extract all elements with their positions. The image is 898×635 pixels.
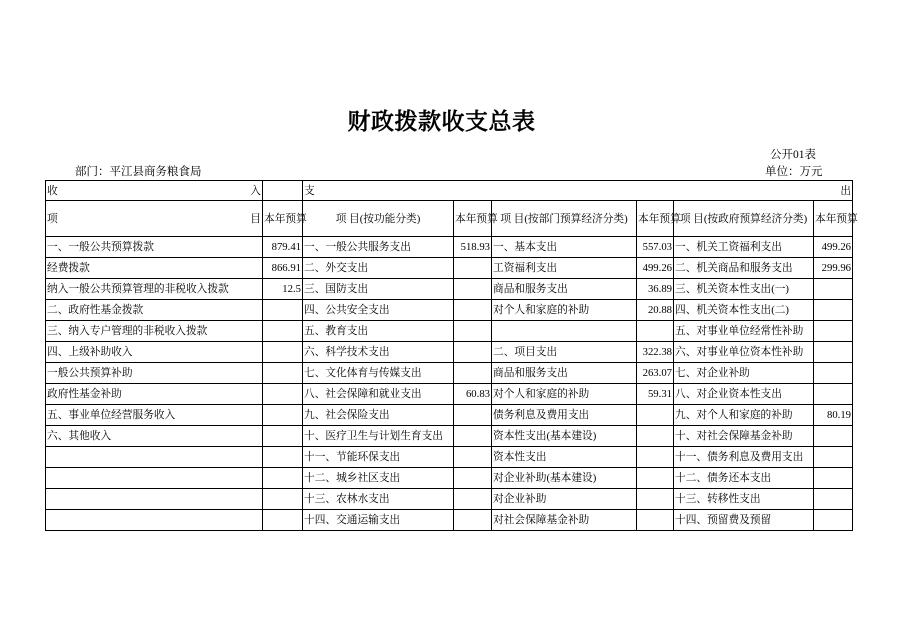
gov-econ-item: 十三、转移性支出: [674, 489, 814, 510]
table-row: [46, 405, 853, 426]
function-item: 一、一般公共服务支出: [303, 237, 454, 258]
income-item: 六、其他收入: [46, 426, 263, 447]
gov-econ-amount: [814, 321, 853, 342]
income-item: [46, 447, 263, 468]
income-amount: 879.41: [263, 237, 303, 258]
function-amount: [454, 426, 492, 447]
dept-econ-item-header: 项 目(按部门预算经济分类): [492, 201, 637, 237]
dept-econ-amount: [637, 405, 674, 426]
function-amount: [454, 321, 492, 342]
income-amount-header: 本年预算: [263, 201, 303, 237]
income-item: 二、政府性基金拨款: [46, 300, 263, 321]
income-item: 一般公共预算补助: [46, 363, 263, 384]
gov-econ-item-header: 项 目(按政府预算经济分类): [674, 201, 814, 237]
table-row: [46, 300, 853, 321]
function-item: 六、科学技术支出: [303, 342, 454, 363]
dept-econ-amount: 36.89: [637, 279, 674, 300]
gov-econ-item: 三、机关资本性支出(一): [674, 279, 814, 300]
function-item: 七、文化体育与传媒支出: [303, 363, 454, 384]
function-item: 三、国防支出: [303, 279, 454, 300]
dept-econ-item: 二、项目支出: [492, 342, 637, 363]
income-item: [46, 510, 263, 531]
gov-econ-amount: [814, 426, 853, 447]
gov-econ-amount-header: 本年预算: [814, 201, 853, 237]
dept-econ-amount: [637, 510, 674, 531]
income-section-header: 收入: [46, 181, 263, 201]
gov-econ-item: 十、对社会保障基金补助: [674, 426, 814, 447]
income-item: 四、上级补助收入: [46, 342, 263, 363]
dept-econ-amount: 499.26: [637, 258, 674, 279]
dept-econ-amount: [637, 321, 674, 342]
income-amount: [263, 300, 303, 321]
income-amount: [263, 384, 303, 405]
dept-econ-item: 对企业补助(基本建设): [492, 468, 637, 489]
income-item: 一、一般公共预算拨款: [46, 237, 263, 258]
form-number: 公开01表: [770, 149, 816, 161]
gov-econ-item: 六、对事业单位资本性补助: [674, 342, 814, 363]
dept-econ-amount: [637, 426, 674, 447]
header-row-sections: [46, 181, 853, 201]
function-item: 十四、交通运输支出: [303, 510, 454, 531]
income-item: [46, 468, 263, 489]
dept-econ-amount: [637, 447, 674, 468]
function-amount: [454, 279, 492, 300]
gov-econ-amount: [814, 447, 853, 468]
dept-econ-amount: [637, 468, 674, 489]
gov-econ-item: 八、对企业资本性支出: [674, 384, 814, 405]
function-item: 十二、城乡社区支出: [303, 468, 454, 489]
dept-econ-amount: 322.38: [637, 342, 674, 363]
header-empty-cell: [263, 181, 303, 201]
table-row: [46, 426, 853, 447]
gov-econ-amount: [814, 342, 853, 363]
table-row: [46, 384, 853, 405]
gov-econ-item: 四、机关资本性支出(二): [674, 300, 814, 321]
function-item: 五、教育支出: [303, 321, 454, 342]
function-amount: [454, 510, 492, 531]
table-row: [46, 258, 853, 279]
dept-econ-item: 对个人和家庭的补助: [492, 300, 637, 321]
function-item: 四、公共安全支出: [303, 300, 454, 321]
gov-econ-amount: [814, 468, 853, 489]
gov-econ-amount: [814, 489, 853, 510]
dept-econ-item: 商品和服务支出: [492, 363, 637, 384]
table-row: [46, 363, 853, 384]
function-amount-header: 本年预算: [454, 201, 492, 237]
dept-econ-item: 一、基本支出: [492, 237, 637, 258]
dept-econ-amount-header: 本年预算: [637, 201, 674, 237]
function-amount: [454, 258, 492, 279]
gov-econ-amount: [814, 279, 853, 300]
gov-econ-item: 九、对个人和家庭的补助: [674, 405, 814, 426]
dept-econ-amount: 557.03: [637, 237, 674, 258]
function-amount: 518.93: [454, 237, 492, 258]
income-amount: [263, 510, 303, 531]
dept-econ-amount: 59.31: [637, 384, 674, 405]
income-amount: [263, 468, 303, 489]
function-item-header: 项 目(按功能分类): [303, 201, 454, 237]
function-amount: [454, 300, 492, 321]
dept-econ-item: 对企业补助: [492, 489, 637, 510]
function-item: 十三、农林水支出: [303, 489, 454, 510]
table-row: [46, 510, 853, 531]
function-item: 九、社会保险支出: [303, 405, 454, 426]
function-amount: [454, 468, 492, 489]
unit-label: 单位：万元: [765, 166, 823, 178]
income-amount: [263, 363, 303, 384]
income-amount: [263, 342, 303, 363]
function-amount: [454, 342, 492, 363]
gov-econ-amount: [814, 384, 853, 405]
function-item: 二、外交支出: [303, 258, 454, 279]
income-amount: 12.5: [263, 279, 303, 300]
function-item: 十、医疗卫生与计划生育支出: [303, 426, 454, 447]
income-amount: [263, 489, 303, 510]
dept-econ-item: 工资福利支出: [492, 258, 637, 279]
function-item: 八、社会保障和就业支出: [303, 384, 454, 405]
expense-section-header: 支出: [303, 181, 853, 201]
gov-econ-amount: 499.26: [814, 237, 853, 258]
income-item: [46, 489, 263, 510]
dept-econ-item: 对社会保障基金补助: [492, 510, 637, 531]
income-amount: [263, 321, 303, 342]
income-item: 纳入一般公共预算管理的非税收入拨款: [46, 279, 263, 300]
gov-econ-item: 一、机关工资福利支出: [674, 237, 814, 258]
function-amount: [454, 447, 492, 468]
income-amount: [263, 447, 303, 468]
gov-econ-amount: 80.19: [814, 405, 853, 426]
header-row-columns: [46, 201, 853, 237]
function-amount: 60.83: [454, 384, 492, 405]
page-title: 财政拨款收支总表: [347, 109, 536, 134]
table-row: [46, 447, 853, 468]
gov-econ-item: 五、对事业单位经常性补助: [674, 321, 814, 342]
gov-econ-item: 二、机关商品和服务支出: [674, 258, 814, 279]
dept-econ-item: [492, 321, 637, 342]
gov-econ-item: 十一、债务利息及费用支出: [674, 447, 814, 468]
income-amount: [263, 405, 303, 426]
income-item: 三、纳入专户管理的非税收入拨款: [46, 321, 263, 342]
function-item: 十一、节能环保支出: [303, 447, 454, 468]
income-amount: [263, 426, 303, 447]
dept-econ-amount: 263.07: [637, 363, 674, 384]
table-row: [46, 468, 853, 489]
dept-econ-item: 商品和服务支出: [492, 279, 637, 300]
function-amount: [454, 363, 492, 384]
table-row: [46, 321, 853, 342]
gov-econ-amount: [814, 510, 853, 531]
department-label: 部门：平江县商务粮食局: [75, 166, 202, 178]
dept-econ-amount: [637, 489, 674, 510]
table-row: [46, 279, 853, 300]
dept-econ-item: 资本性支出(基本建设): [492, 426, 637, 447]
income-amount: 866.91: [263, 258, 303, 279]
table-row: [46, 489, 853, 510]
table-row: [46, 237, 853, 258]
dept-econ-item: 资本性支出: [492, 447, 637, 468]
budget-table: [45, 180, 858, 531]
income-item-header: 项目: [46, 201, 263, 237]
income-item: 五、事业单位经营服务收入: [46, 405, 263, 426]
gov-econ-item: 十四、预留费及预留: [674, 510, 814, 531]
table-row: [46, 342, 853, 363]
function-amount: [454, 489, 492, 510]
function-amount: [454, 405, 492, 426]
dept-econ-amount: 20.88: [637, 300, 674, 321]
income-item: 经费拨款: [46, 258, 263, 279]
gov-econ-amount: 299.96: [814, 258, 853, 279]
gov-econ-amount: [814, 300, 853, 321]
dept-econ-item: 对个人和家庭的补助: [492, 384, 637, 405]
gov-econ-item: 十二、债务还本支出: [674, 468, 814, 489]
gov-econ-amount: [814, 363, 853, 384]
income-item: 政府性基金补助: [46, 384, 263, 405]
gov-econ-item: 七、对企业补助: [674, 363, 814, 384]
dept-econ-item: 债务利息及费用支出: [492, 405, 637, 426]
